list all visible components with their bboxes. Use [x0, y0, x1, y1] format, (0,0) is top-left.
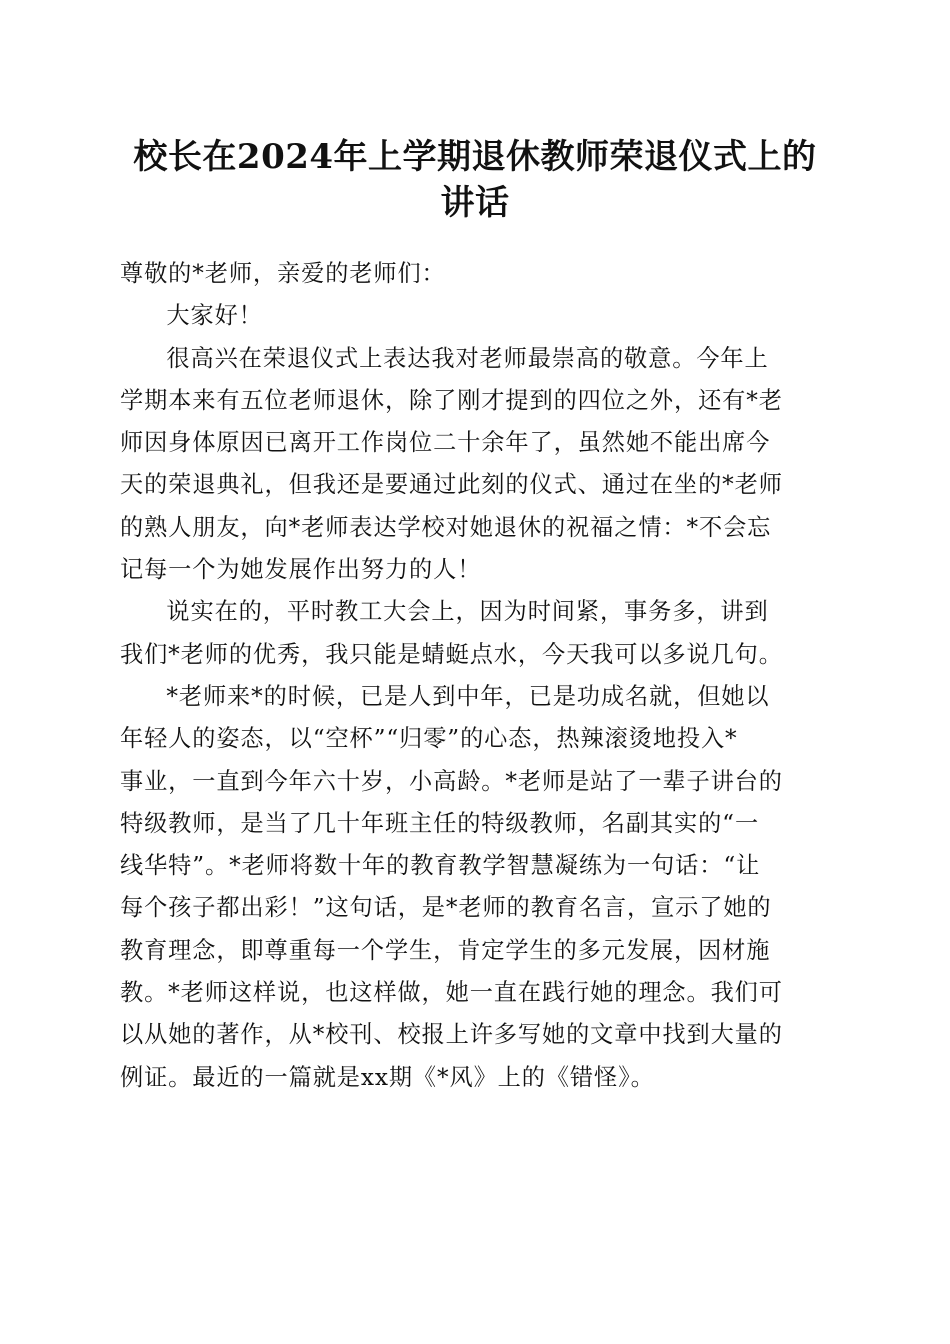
paragraph-line: 学期本来有五位老师退休，除了刚才提到的四位之外，还有*老	[120, 386, 783, 414]
salutation-text: 尊敬的*老师，亲爱的老师们：	[120, 260, 446, 287]
paragraph-line: 很高兴在荣退仪式上表达我对老师最崇高的敬意。今年上	[166, 344, 769, 372]
paragraph-line: 天的荣退典礼，但我还是要通过此刻的仪式、通过在坐的*老师	[120, 471, 783, 499]
title-line-2: 讲话	[440, 183, 510, 223]
paragraph-2	[120, 591, 832, 676]
document-title	[120, 134, 830, 226]
paragraph-line: 线华特”。*老师将数十年的教育教学智慧凝练为一句话：“让	[120, 852, 761, 880]
paragraph-3	[120, 676, 832, 1099]
paragraph-1	[120, 338, 832, 592]
greeting-text: 大家好！	[166, 302, 263, 330]
paragraph-line: 每个孩子都出彩！”这句话，是*老师的教育名言，宣示了她的	[120, 894, 772, 922]
paragraph-line: 特级教师，是当了几十年班主任的特级教师，名副其实的“一	[120, 809, 760, 837]
paragraph-line: 师因身体原因已离开工作岗位二十余年了，虽然她不能出席今	[120, 429, 771, 457]
paragraph-line: 我们*老师的优秀，我只能是蜻蜓点水，今天我可以多说几句。	[120, 640, 783, 668]
paragraph-line: 年轻人的姿态，以“空杯”“归零”的心态，热辣滚烫地投入*	[120, 725, 738, 753]
greeting	[120, 295, 832, 337]
title-line-1: 校长在2024年上学期退休教师荣退仪式上的	[133, 137, 817, 177]
paragraph-line: 以从她的著作，从*校刊、校报上许多写她的文章中找到大量的	[120, 1021, 783, 1049]
paragraph-line: 的熟人朋友，向*老师表达学校对她退休的祝福之情：*不会忘	[120, 513, 772, 541]
paragraph-line: 事业，一直到今年六十岁，小高龄。*老师是站了一辈子讲台的	[120, 767, 783, 795]
paragraph-line: 说实在的，平时教工大会上，因为时间紧，事务多，讲到	[166, 598, 769, 626]
document-body	[120, 253, 832, 1099]
paragraph-line: 记每一个为她发展作出努力的人！	[120, 556, 482, 584]
salutation	[120, 253, 832, 295]
paragraph-line: 例证。最近的一篇就是xx期《*风》上的《错怪》。	[120, 1063, 655, 1091]
paragraph-line: 教。*老师这样说，也这样做，她一直在践行她的理念。我们可	[120, 979, 783, 1007]
paragraph-line: 教育理念，即尊重每一个学生，肯定学生的多元发展，因材施	[120, 936, 771, 964]
paragraph-line: *老师来*的时候，已是人到中年，已是功成名就，但她以	[166, 682, 770, 710]
